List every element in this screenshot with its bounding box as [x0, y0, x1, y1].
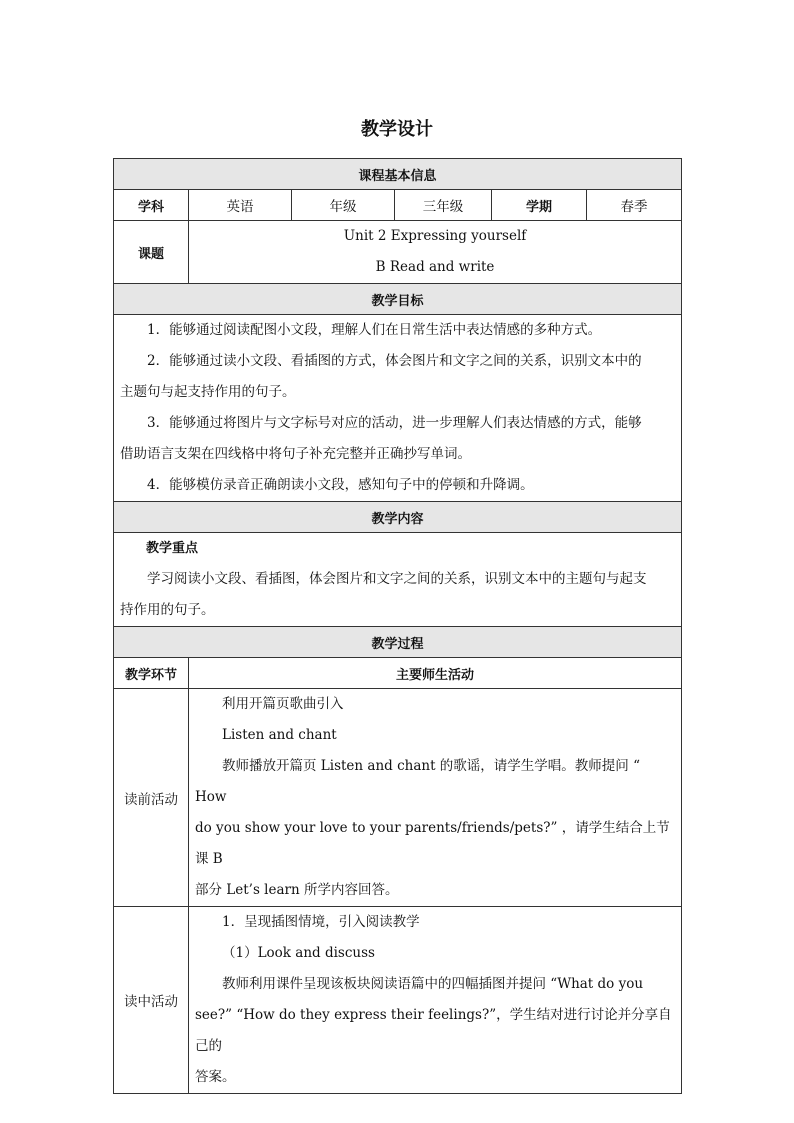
focus-text: 持作用的句子。: [120, 602, 215, 618]
subject-value: 英语: [189, 190, 292, 221]
stage-column-header: 教学环节: [114, 658, 189, 689]
stage-activities: [189, 689, 682, 907]
stage-name: 读中活动: [114, 907, 189, 1094]
lesson-unit: Unit 2 Expressing yourself: [343, 228, 527, 244]
basic-info-header: 课程基本信息: [114, 159, 682, 190]
activity-line: see?” “How do they express their feelings?”，学生结对进行讨论并分享自己的: [195, 1007, 672, 1054]
subject-label: 学科: [114, 190, 189, 221]
objective-line: 1．能够通过阅读配图小文段，理解人们在日常生活中表达情感的多种方式。: [147, 322, 602, 338]
lesson-label: 课题: [114, 221, 189, 284]
document-title: 教学设计: [361, 119, 433, 140]
objective-line: 4．能够模仿录音正确朗读小文段，感知句子中的停顿和升降调。: [147, 477, 534, 493]
activity-line: Listen and chant: [222, 727, 337, 743]
stage-name: 读前活动: [114, 689, 189, 907]
activity-line: （1）Look and discuss: [222, 945, 375, 961]
objective-line: 2．能够通过读小文段、看插图的方式，体会图片和文字之间的关系，识别文本中的: [147, 353, 642, 369]
content-header: 教学内容: [114, 502, 682, 533]
activity-line: 利用开篇页歌曲引入: [222, 696, 344, 712]
lesson-title: [189, 221, 682, 284]
activity-column-header: 主要师生活动: [189, 658, 682, 689]
process-header: 教学过程: [114, 627, 682, 658]
objective-line: 3．能够通过将图片与文字标号对应的活动，进一步理解人们表达情感的方式，能够: [147, 415, 642, 431]
objective-line: 借助语言支架在四线格中将句子补充完整并正确抄写单词。: [120, 446, 471, 462]
lesson-plan-table: [113, 158, 682, 1094]
activity-line: 部分 Let’s learn 所学内容回答。: [195, 882, 399, 898]
activity-line: do you show your love to your parents/friends/pets?” ，请学生结合上节课 B: [195, 820, 670, 867]
activity-line: 教师播放开篇页 Listen and chant 的歌谣，请学生学唱。教师提问 “ How: [195, 758, 640, 805]
term-value: 春季: [587, 190, 682, 221]
objectives-header: 教学目标: [114, 284, 682, 315]
objective-line: 主题句与起支持作用的句子。: [120, 384, 296, 400]
grade-label: 年级: [292, 190, 395, 221]
objectives-body: [114, 315, 682, 502]
content-body: [114, 533, 682, 627]
activity-line: 教师利用课件呈现该板块阅读语篇中的四幅插图并提问 “What do you: [222, 976, 644, 992]
grade-value: 三年级: [395, 190, 492, 221]
lesson-part: B Read and write: [375, 259, 495, 275]
activity-line: 1．呈现插图情境，引入阅读教学: [222, 914, 420, 930]
focus-text: 学习阅读小文段、看插图，体会图片和文字之间的关系，识别文本中的主题句与起支: [147, 571, 647, 587]
stage-activities: [189, 907, 682, 1094]
focus-label: 教学重点: [146, 541, 199, 556]
term-label: 学期: [492, 190, 587, 221]
activity-line: 答案。: [195, 1069, 236, 1085]
